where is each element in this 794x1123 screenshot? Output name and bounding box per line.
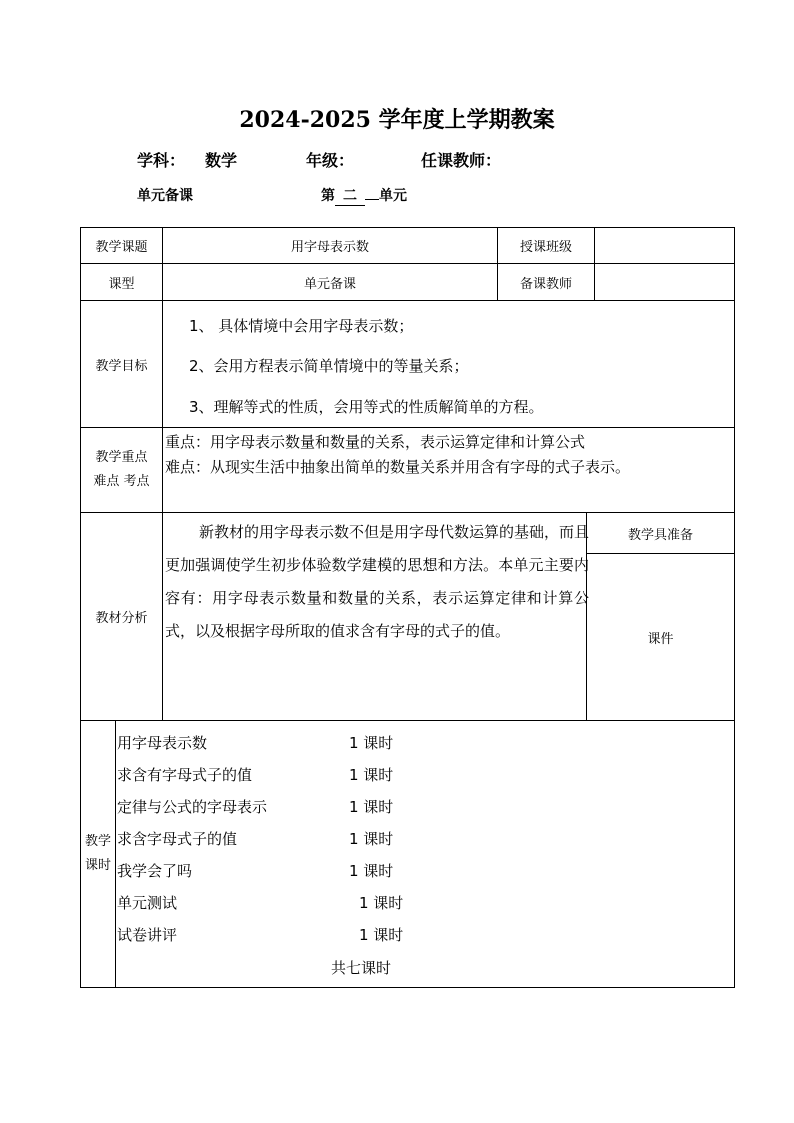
lesson-plan-table (80, 227, 735, 988)
subject-label: 学科： (137, 151, 186, 170)
goal-item: 1、 具体情境中会用字母表示数； (189, 317, 414, 335)
unit-blank (365, 199, 379, 200)
lesson-name: 单元测试 (117, 894, 178, 912)
unit-number: 二 (335, 185, 365, 206)
subject-value: 数学 (205, 151, 238, 170)
type-value: 单元备课 (303, 276, 356, 292)
lesson-name: 求含有字母式子的值 (117, 766, 253, 784)
lesson-name: 我学会了吗 (117, 862, 193, 880)
hours-label (81, 721, 115, 987)
analysis-label: 教材分析 (95, 611, 148, 626)
lesson-hours: 1 课时 (359, 926, 404, 944)
lesson-hours: 1 课时 (349, 830, 394, 848)
goals-label: 教学目标 (95, 358, 148, 374)
lesson-name: 定律与公式的字母表示 (117, 798, 268, 816)
total-hours: 共七课时 (331, 959, 392, 977)
row-divider (81, 427, 734, 428)
key-point-text: 重点：用字母表示数量和数量的关系，表示运算定律和计算公式 (165, 433, 586, 451)
tools-value: 课件 (647, 631, 674, 647)
lesson-hours: 1 课时 (349, 766, 394, 784)
prep-teacher-label: 备课教师 (519, 276, 572, 292)
topic-label: 教学课题 (95, 240, 148, 255)
col-divider (115, 720, 116, 987)
class-value (595, 228, 734, 263)
key-label-line2: 难点 考点 (93, 474, 150, 489)
difficult-point-text: 难点：从现实生活中抽象出简单的数量关系并用含有字母的式子表示。 (165, 458, 631, 476)
goal-item: 2、会用方程表示简单情境中的等量关系； (189, 357, 469, 375)
topic-value: 用字母表示数 (290, 240, 369, 255)
hours-label-line2: 课时 (84, 858, 111, 873)
grade-label: 年级： (306, 151, 355, 170)
lesson-name: 试卷讲评 (117, 926, 178, 944)
type-label: 课型 (108, 276, 135, 292)
lesson-hours: 1 课时 (349, 798, 394, 816)
document-title: 2024-2025 学年度上学期教案 (239, 107, 555, 133)
key-label-line1: 教学重点 (95, 450, 148, 465)
prep-teacher-value (595, 264, 734, 300)
key-points-label (81, 428, 162, 512)
lesson-hours: 1 课时 (359, 894, 404, 912)
unit-suffix: 单元 (379, 188, 407, 204)
lesson-hours: 1 课时 (349, 734, 394, 752)
lesson-name: 用字母表示数 (117, 734, 208, 752)
unit-indicator (321, 185, 407, 206)
hours-label-line1: 教学 (84, 834, 111, 849)
tools-label: 教学具准备 (627, 527, 693, 543)
col-divider (162, 228, 163, 720)
analysis-text: 新教材的用字母表示数不但是用字母代数运算的基础，而且更加强调使学生初步体验数学建模的思想和方法。本单元主要内容有：用字母表示数量和数量的关系，表示运算定律和计算公式，以及根据字母所取的值求含有字母的式子的值。 (165, 523, 590, 640)
row-divider (81, 720, 734, 721)
lesson-name: 求含字母式子的值 (117, 830, 238, 848)
teacher-label: 任课教师： (421, 151, 502, 170)
unit-prep-label: 单元备课 (137, 188, 193, 204)
goal-item: 3、理解等式的性质，会用等式的性质解简单的方程。 (189, 398, 544, 416)
lesson-hours: 1 课时 (349, 862, 394, 880)
unit-prefix: 第 (321, 188, 335, 204)
row-divider (81, 300, 734, 301)
class-label: 授课班级 (519, 240, 572, 255)
